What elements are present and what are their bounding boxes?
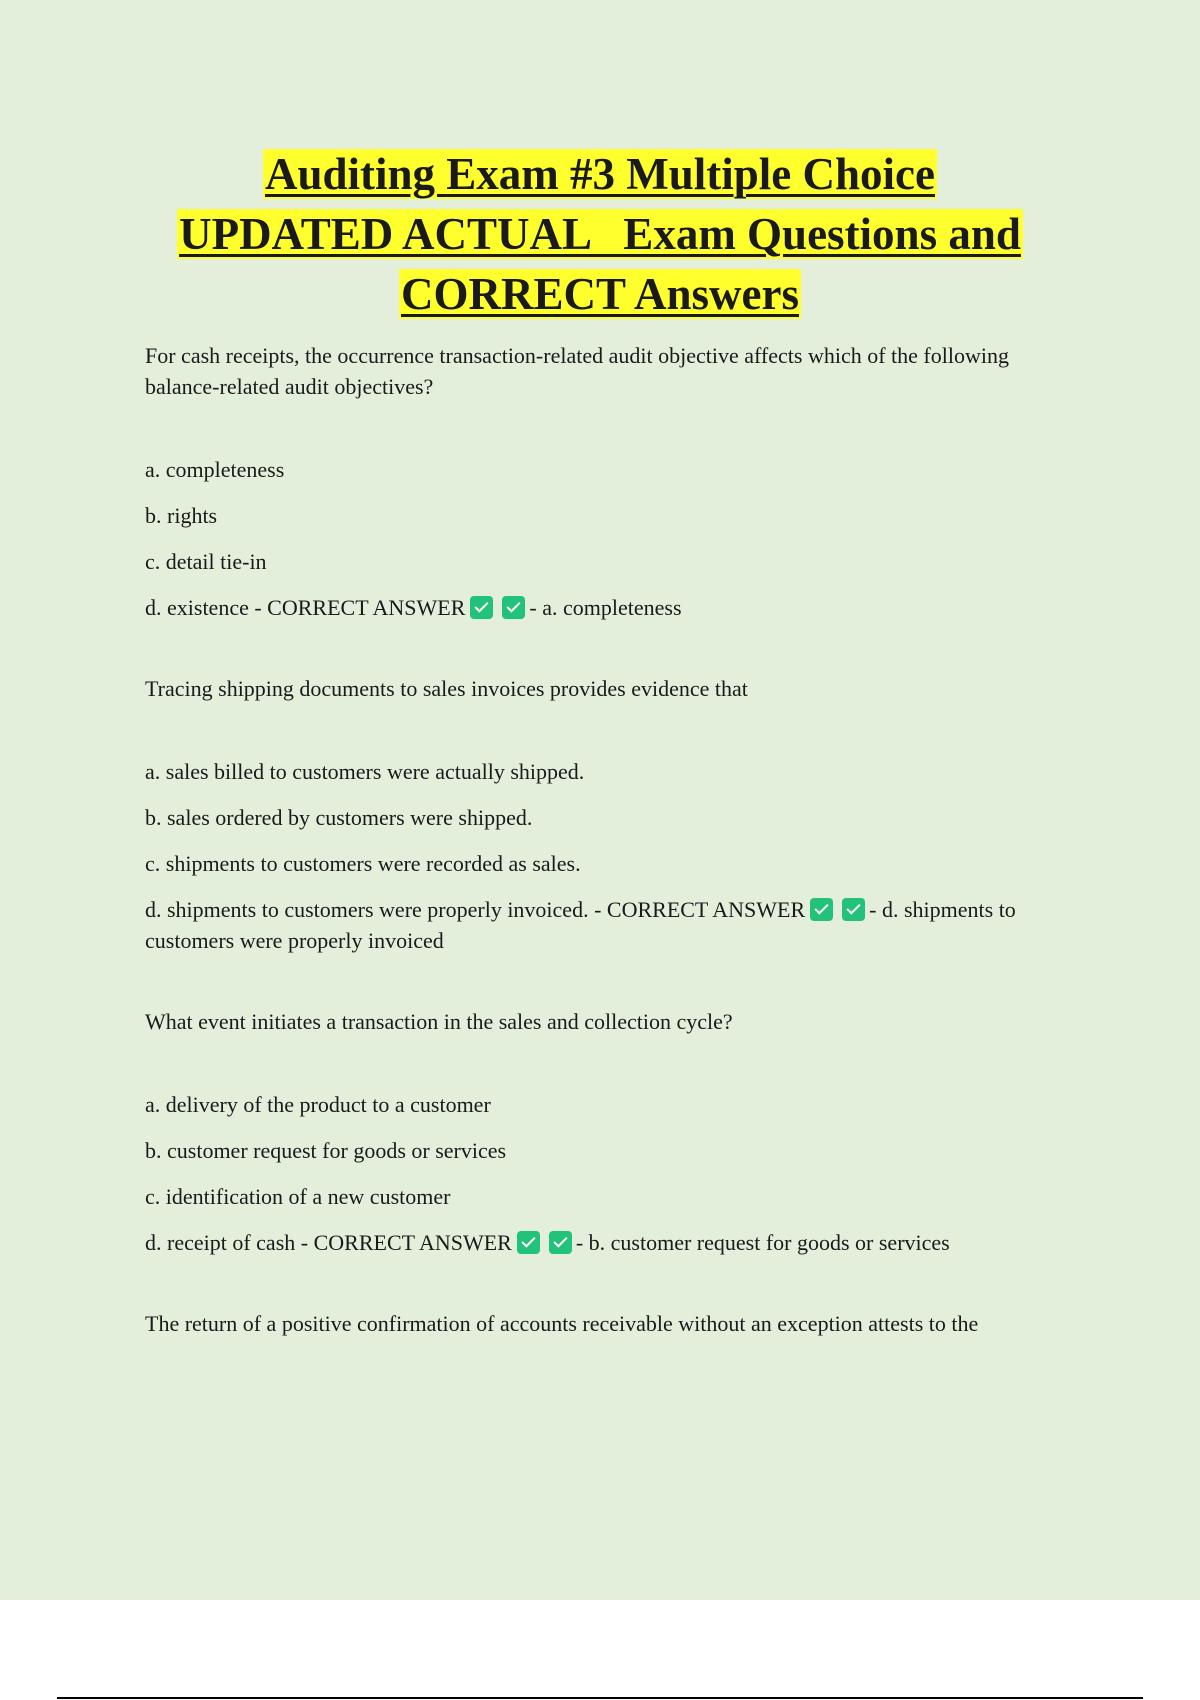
check-box-icon [842, 898, 865, 921]
check-box-icon [810, 898, 833, 921]
correct-answer: - b. customer request for goods or services [575, 1230, 950, 1255]
question-text: The return of a positive confirmation of accounts receivable without an exception attests to the [145, 1311, 979, 1336]
option-d: d. shipments to customers were properly invoiced. [145, 897, 589, 922]
correct-answer-label: - CORRECT ANSWER [594, 897, 806, 922]
check-box-icon [549, 1231, 572, 1254]
question-text: For cash receipts, the occurrence transaction-related audit objective affects which of the following balance-related audit objectives? [145, 343, 1009, 399]
option-d-with-answer [145, 592, 1080, 623]
option-b: b. customer request for goods or services [145, 1138, 507, 1163]
question-3 [145, 1006, 1080, 1258]
check-box-icon [502, 596, 525, 619]
option-b: b. sales ordered by customers were shipped. [145, 805, 533, 830]
question-4 [145, 1308, 1080, 1339]
option-d-with-answer [145, 1227, 1080, 1258]
option-d: d. existence [145, 595, 249, 620]
option-a: a. completeness [145, 457, 285, 482]
option-b: b. rights [145, 503, 218, 528]
question-text: What event initiates a transaction in the sales and collection cycle? [145, 1009, 733, 1034]
title-line-2: UPDATED ACTUAL Exam Questions and [179, 209, 1021, 259]
footer-divider [57, 1697, 1143, 1699]
option-a: a. delivery of the product to a customer [145, 1092, 491, 1117]
check-box-icon [470, 596, 493, 619]
correct-answer-label: - CORRECT ANSWER [254, 595, 466, 620]
question-list [145, 340, 1080, 1391]
option-c: c. shipments to customers were recorded as sales. [145, 851, 581, 876]
option-d: d. receipt of cash [145, 1230, 296, 1255]
option-c: c. identification of a new customer [145, 1184, 451, 1209]
title-line-1: Auditing Exam #3 Multiple Choice [264, 149, 936, 199]
option-d-with-answer [145, 894, 1080, 956]
question-2 [145, 673, 1080, 956]
option-c: c. detail tie-in [145, 549, 267, 574]
option-a: a. sales billed to customers were actually shipped. [145, 759, 585, 784]
check-box-icon [517, 1231, 540, 1254]
document-title [0, 144, 1200, 324]
question-text: Tracing shipping documents to sales invoices provides evidence that [145, 676, 748, 701]
correct-answer: - a. completeness [529, 595, 682, 620]
correct-answer: - d. shipments to customers were properly invoiced [145, 897, 1016, 953]
correct-answer-label: - CORRECT ANSWER [300, 1230, 512, 1255]
title-line-3: CORRECT Answers [401, 269, 799, 319]
question-1 [145, 340, 1080, 623]
